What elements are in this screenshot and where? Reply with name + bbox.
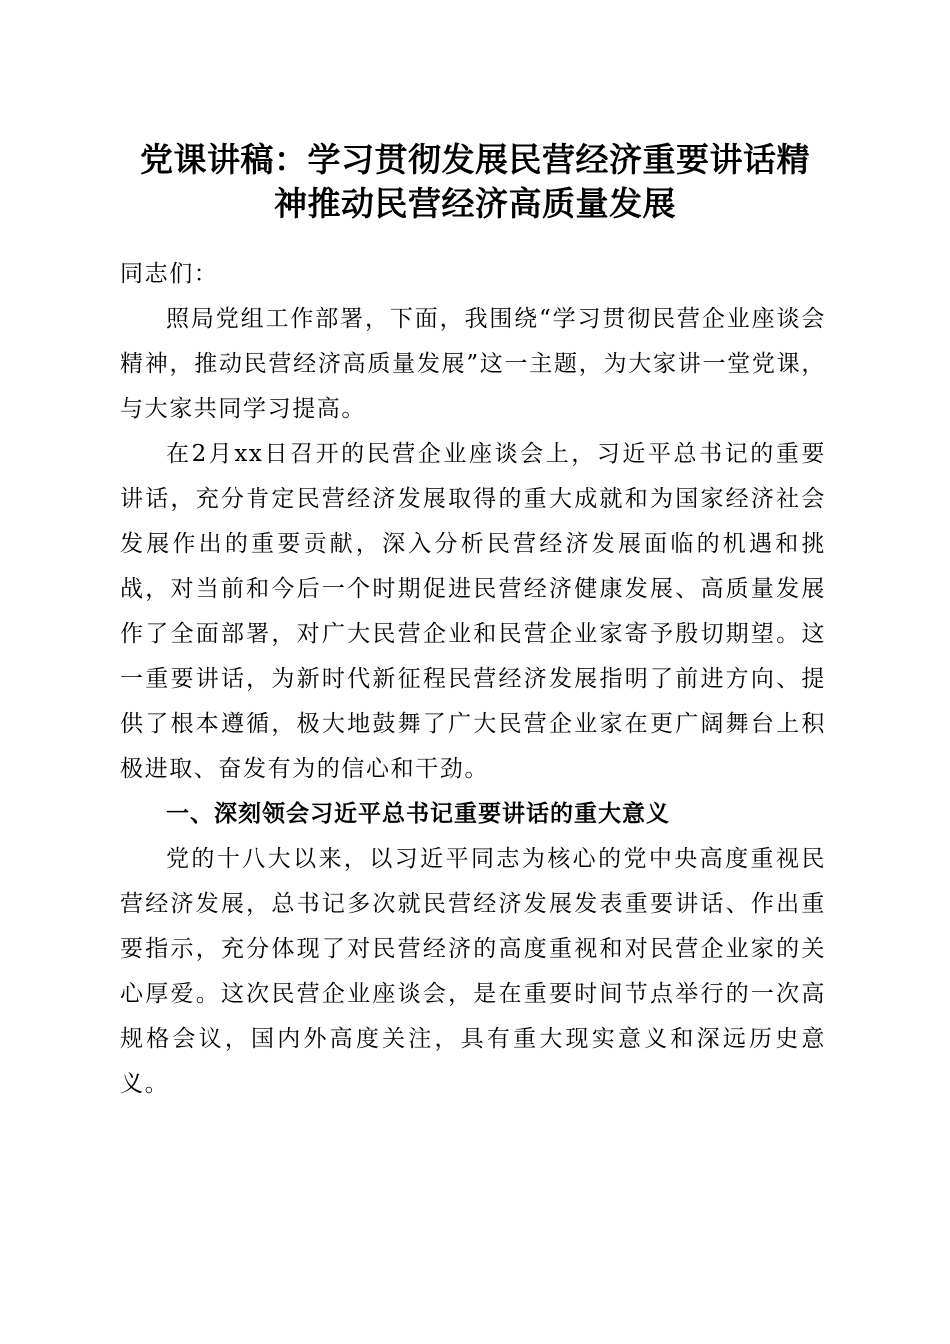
paragraph-intro: 照局党组工作部署，下面，我围绕“学习贯彻民营企业座谈会精神，推动民营经济高质量发展”这一主题，为大家讲一堂党课，与大家共同学习提高。 (120, 306, 826, 422)
document-body (120, 252, 826, 1107)
title-line-1: 党课讲稿：学习贯彻发展民营经济重要讲话精 (140, 140, 810, 179)
paragraph-section-1: 党的十八大以来，以习近平同志为核心的党中央高度重视民营经济发展，总书记多次就民营经济发展发表重要讲话、作出重要指示，充分体现了对民营经济的高度重视和对民营企业家的关心厚爱。这次民营企业座谈会，是在重要时间节点举行的一次高规格会议，国内外高度关注，具有重大现实意义和深远历史意义。 (120, 846, 826, 1097)
document-title (110, 138, 840, 226)
paragraph-meeting: 在2月xx日召开的民营企业座谈会上，习近平总书记的重要讲话，充分肯定民营经济发展取得的重大成就和为国家经济社会发展作出的重要贡献，深入分析民营经济发展面临的机遇和挑战，对当前和今后一个时期促进民营经济健康发展、高质量发展作了全面部署，对广大民营企业和民营企业家寄予殷切期望。这一重要讲话，为新时代新征程民营经济发展指明了前进方向、提供了根本遵循，极大地鼓舞了广大民营企业家在更广阔舞台上积极进取、奋发有为的信心和干劲。 (120, 441, 826, 782)
section-heading: 一、深刻领会习近平总书记重要讲话的重大意义 (166, 801, 670, 827)
title-line-2: 神推动民营经济高质量发展 (274, 184, 676, 223)
salutation: 同志们： (120, 261, 219, 287)
